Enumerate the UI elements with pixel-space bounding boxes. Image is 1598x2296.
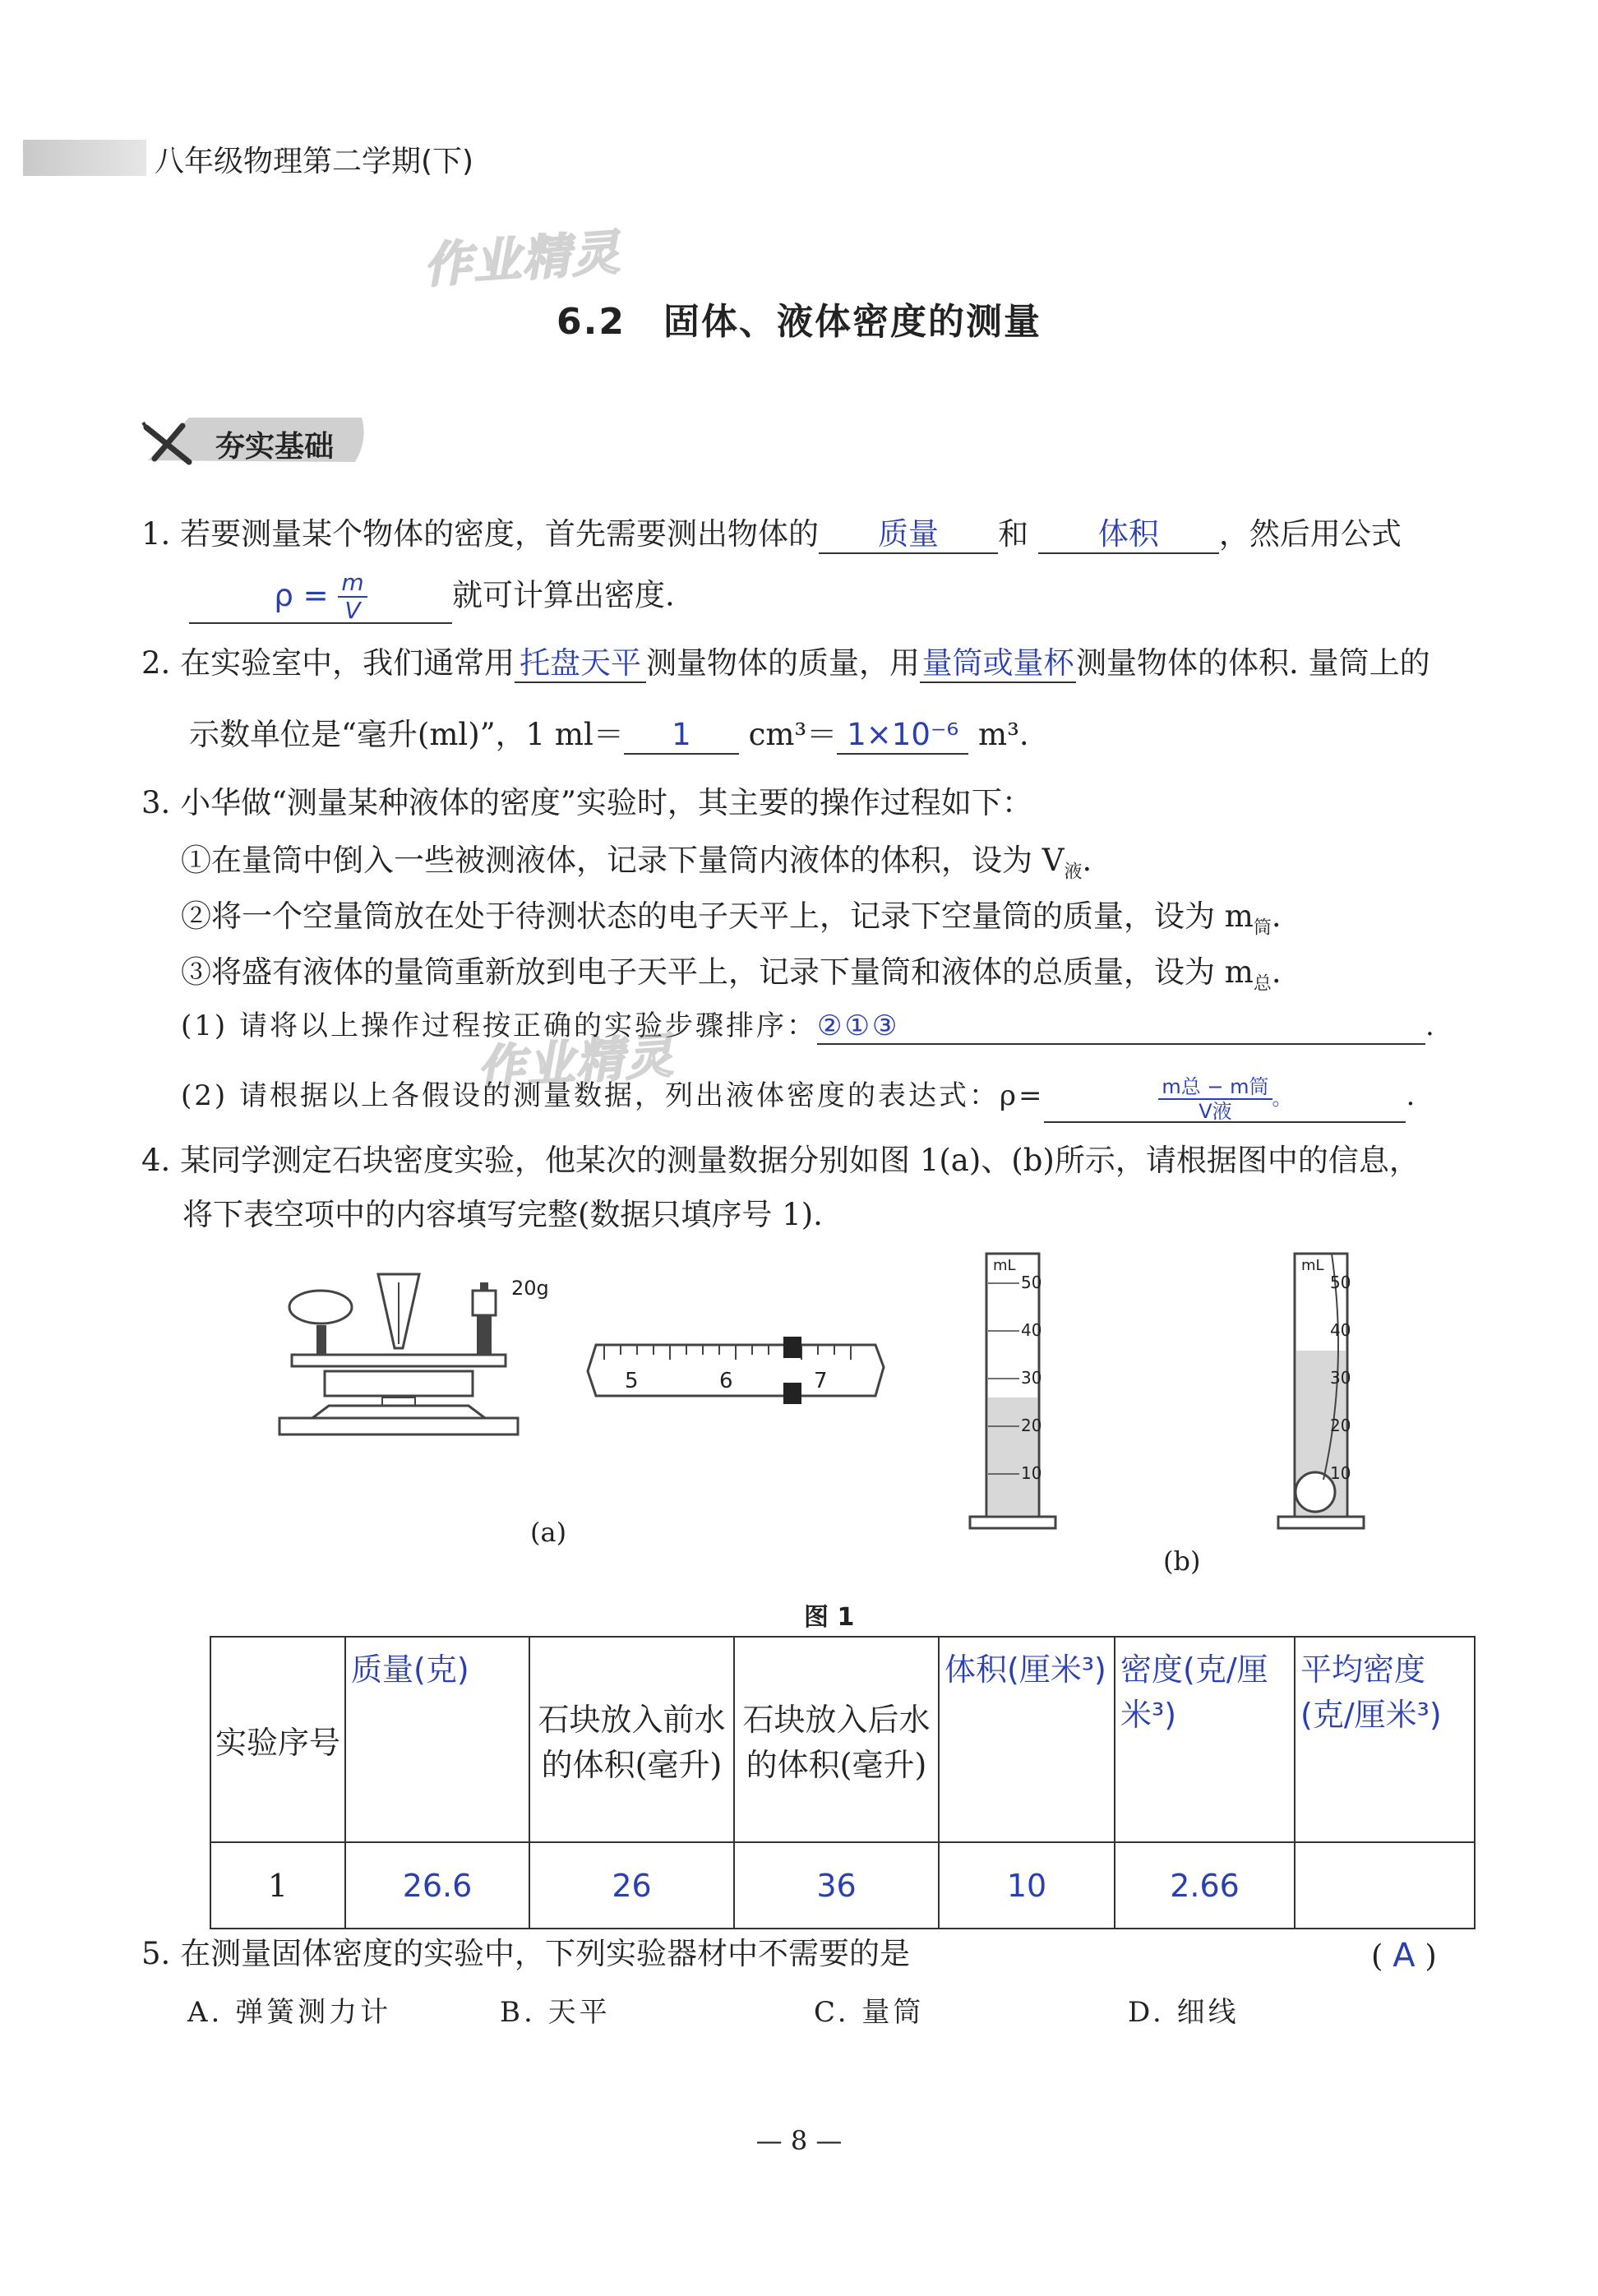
table-header: 体积(厘米³) — [939, 1637, 1115, 1842]
svg-text:10: 10 — [1330, 1463, 1351, 1483]
answer-2a: 托盘天平 — [520, 645, 642, 681]
data-table — [210, 1636, 1476, 1929]
question-3-step3: ③将盛有液体的量筒重新放到电子天平上，记录下量筒和液体的总质量，设为 $m_总$. — [181, 954, 1282, 995]
question-1-formula: ρ = $\frac{m}{V}$ 就可计算出密度. — [189, 571, 675, 624]
figure-caption: 图 1 — [804, 1603, 855, 1632]
question-5: 5. 在测量固体密度的实验中，下列实验器材中不需要的是 — [141, 1936, 911, 1971]
book-title: 八年级物理第二学期(下) — [155, 145, 474, 178]
question-3-part2: (2) 请根据以上各假设的测量数据，列出液体密度的表达式：ρ= $\frac{\text{m总 − m筒}}{\text{V液}}$ 。 . — [181, 1075, 1418, 1123]
table-header: 密度(克/厘米³) — [1115, 1637, 1295, 1842]
svg-text:30: 30 — [1021, 1368, 1042, 1388]
option-b: B. 天平 — [500, 1996, 611, 2029]
question-4-line2: 将下表空项中的内容填写完整(数据只填序号 1). — [182, 1197, 823, 1232]
weight-label: 20g — [511, 1277, 549, 1300]
svg-text:20: 20 — [1330, 1416, 1351, 1435]
option-a: A. 弹簧测力计 — [187, 1996, 392, 2029]
balance-figure — [271, 1258, 551, 1447]
question-2: 2. 在实验室中，我们通常用 托盘天平 测量物体的质量，用量筒或量杯测量物体的体积. 量筒上的 — [141, 645, 1430, 683]
table-header: 质量(克) — [345, 1637, 529, 1842]
svg-text:40: 40 — [1021, 1320, 1042, 1340]
question-4: 4. 某同学测定石块密度实验，他某次的测量数据分别如图 1(a)、(b)所示，请根据图中的信息， — [141, 1143, 1420, 1178]
table-cell: 1 — [210, 1842, 345, 1929]
table-header: 实验序号 — [210, 1637, 345, 1842]
watermark: 作业精灵 — [475, 1027, 677, 1097]
svg-text:10: 10 — [1021, 1463, 1042, 1483]
question-5-answer-box: ( A ) — [1371, 1937, 1437, 1975]
table-cell: 10 — [939, 1842, 1115, 1929]
answer-1a: 质量 — [878, 516, 940, 552]
svg-text:30: 30 — [1330, 1368, 1351, 1388]
table-cell — [1295, 1842, 1475, 1929]
answer-2d: 1×10⁻⁶ — [847, 717, 959, 752]
ruler-tick-7: 7 — [814, 1369, 828, 1393]
svg-text:50: 50 — [1330, 1273, 1351, 1292]
cyl1-unit: mL — [993, 1257, 1016, 1274]
table-cell: 26.6 — [345, 1842, 529, 1929]
answer-5: A — [1392, 1937, 1416, 1975]
question-3: 3. 小华做“测量某种液体的密度”实验时，其主要的操作过程如下： — [141, 785, 1032, 820]
ruler-tick-5: 5 — [625, 1369, 639, 1393]
cyl2-unit: mL — [1301, 1257, 1324, 1274]
table-cell: 36 — [734, 1842, 939, 1929]
answer-1b: 体积 — [1097, 516, 1159, 552]
question-3-step2: ②将一个空量筒放在处于待测状态的电子天平上，记录下空量筒的质量，设为 $m_筒$. — [181, 899, 1282, 939]
table-header: 石块放入后水的体积(毫升) — [734, 1637, 939, 1842]
question-3-step1: ①在量筒中倒入一些被测液体，记录下量筒内液体的体积，设为 $V_液$. — [181, 843, 1092, 883]
cylinders-figure — [962, 1245, 1389, 1537]
question-2-line2: 示数单位是“毫升(ml)”，1 ml＝ 1 cm³＝ 1×10⁻⁶ m³. — [189, 717, 1029, 755]
question-3-part1: (1) 请将以上操作过程按正确的实验步骤排序：②①③ . — [181, 1009, 1437, 1045]
question-1: 1. 若要测量某个物体的密度，首先需要测出物体的 质量 和 体积 ，然后用公式 — [141, 516, 1402, 554]
option-d: D. 细线 — [1128, 1996, 1240, 2029]
table-cell: 2.66 — [1115, 1842, 1295, 1929]
table-cell: 26 — [529, 1842, 734, 1929]
table-header: 石块放入前水的体积(毫升) — [529, 1637, 734, 1842]
svg-text:50: 50 — [1021, 1273, 1042, 1292]
svg-text:40: 40 — [1330, 1320, 1351, 1340]
figure-a-label: (a) — [530, 1517, 567, 1548]
page-number: — 8 — — [755, 2125, 843, 2156]
section-title: 6.2 固体、液体密度的测量 — [557, 301, 1041, 343]
rider-scale-figure — [580, 1330, 892, 1412]
ruler-tick-6: 6 — [719, 1369, 733, 1393]
table-header: 平均密度(克/厘米³) — [1295, 1637, 1475, 1842]
header-bar — [23, 140, 146, 176]
answer-2b: 量筒或量杯 — [921, 645, 1074, 681]
answer-2c: 1 — [672, 717, 691, 752]
section-badge-label: 夯实基础 — [215, 430, 335, 464]
answer-3a: ②①③ — [816, 1009, 900, 1042]
svg-text:20: 20 — [1021, 1416, 1042, 1435]
option-c: C. 量筒 — [814, 1996, 925, 2029]
figure-b-label: (b) — [1163, 1545, 1201, 1577]
watermark: 作业精灵 — [422, 224, 623, 294]
